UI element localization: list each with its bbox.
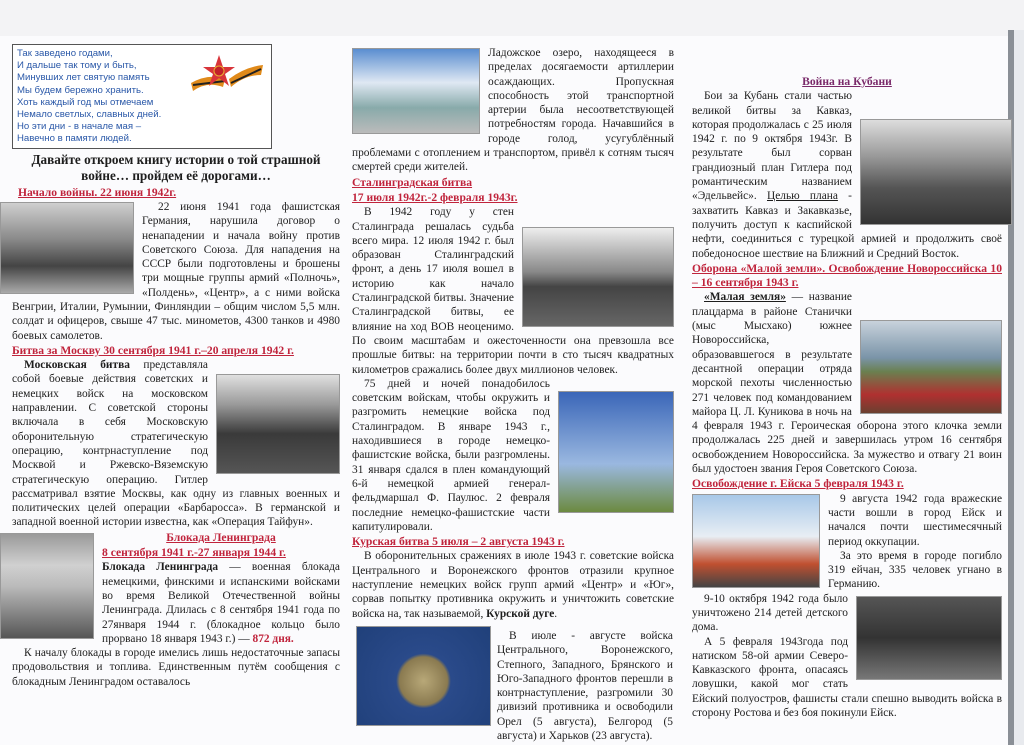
heading-leningrad-dates: 8 сентября 1941 г.-27 января 1944 г. (102, 546, 286, 560)
photo-caucasus-mountains (860, 119, 1012, 225)
poem-line: Минувших лет святую память (17, 72, 150, 84)
leningrad-body: — военная блокада немецкими, финскими и испанскими войсками во время Великой Отечественной войны Ленинграда. Длилась с 8 сентября 1941 года по 27января 1944 г. (блокадное кольцо было прорвано 18 января 1943 г.) — (102, 561, 340, 645)
poem-line: Но эти дни - в начале мая – (17, 121, 142, 133)
leningrad-text-2: К началу блокады в городе имелись лишь недостаточные запасы продовольствия и топлива. Единственным путём сообщения с блокадным Ленинградом оставалось (12, 647, 340, 688)
kursk-bold: Курской дуге (486, 607, 555, 620)
moscow-lead: Московская битва (24, 359, 130, 372)
poem-line: Хоть каждый год мы отмечаем (17, 96, 154, 108)
kursk-body: В оборонительных сражениях в июле 1943 г. советские войска Центрального и Воронежского фронтов отразили крупное наступление немецких войск групп армий «Центр» и «Юг», сорвав попытку противника окружить и уничтожить советские войска на, так называемой, (352, 550, 674, 620)
photo-broken-ring-memorial (352, 48, 480, 134)
malaya-zemlya-body: — название плацдарма в районе Станички (мыс Мысхако) южнее Новороссийска, образовавшегося в результате десантной операции отряда морской пехоты численностью 271 человек под командованием майора Ц. Л. Куникова в ночь на 4 февраля 1943 г. Героическая оборона этого клочка земли продолжалась 225 дней и завершилась утром 16 сентября освобождением Новороссийска. За мужество и отвагу 21 воин был удостоен звания Героя Советского Союза. (692, 291, 1002, 476)
heading-malaya-zemlya: Оборона «Малой земли». Освобождение Новороссийска 10 – 16 сентября 1943 г. (692, 261, 1002, 290)
column-3 (692, 46, 1002, 720)
poem-line: Так заведено годами, (17, 48, 113, 59)
kursk-end: . (554, 607, 558, 620)
photo-soldiers (0, 202, 134, 294)
order-star-ribbon-icon (189, 53, 265, 93)
moscow-body: представляла собой боевые действия советских и немецких войск на московском направлении. С советской стороны включала в себя Московскую оборонительную стратегическую операцию, контрнаступление под Москвой и Ржевско-Вяземскую стратегическую операцию. Гитлер рассматривал взятие Москвы, как одну из главных военных и политических целей операции «Барбаросса». В германской и западной военной истории известна, как «Операция Тайфун». (12, 359, 340, 529)
yeysk-text-4: А 5 февраля 1943года под натиском 58-ой армии Северо-Кавказского фронта, опасаясь ловушки, какой мог стать Ейский полуостров, фашисты стали спешно выводить войска в сторону Ростова и без боя покинули Ейск. (692, 635, 1002, 720)
heading-moscow: Битва за Москву 30 сентября 1941 г.–20 апреля 1942 г. (12, 343, 294, 357)
kursk-text (352, 549, 674, 620)
yeysk-text: 9 августа 1942 года вражеские части вошли в город Ейск и начался почти шестимесячный период оккупации. (828, 492, 1002, 548)
kursk-text-2: В июле - августе войска Центрального, Воронежского, Степного, Западного, Брянского и Юго-Западного фронтов перешли в контрнаступление, разгромили 30 дивизий противника и освободили Орел (5 августа), Белгород (5 августа) и Харьков (23 августа). (497, 630, 673, 743)
malaya-zemlya-lead: «Малая земля» (704, 291, 786, 304)
heading-leningrad: Блокада Ленинграда (166, 530, 276, 544)
photo-malaya-zemlya-memorial (860, 320, 1002, 414)
column-1 (12, 44, 340, 689)
war-start-text: 22 июня 1941 года фашистская Германия, нарушила договор о ненападении и начала войну против Советского Союза. Для нападения на СССР были подготовлены и брошены три мощные группы армий «Полночь», «Полдень», «Центр», а с ними войска Венгрии, Италии, Румынии, Финляндии – общим числом 5,5 млн. солдат и офицеров, свыше 47 тыс. минометов, 4300 танков и 4980 боевых самолетов. (12, 200, 340, 342)
poem-line: Мы будем бережно хранить. (17, 84, 144, 96)
yeysk-text-3: 9-10 октября 1942 года было уничтожено 214 детей детского дома. (692, 592, 848, 634)
poem-line: Навечно в памяти людей. (17, 133, 132, 145)
photo-leningrad (0, 533, 94, 639)
kuban-body-2: - захватить Кавказ и Закавказье, получить доступ к каспийской нефти, соединиться с турецкой армией и продолжить своё победоносное шествие на Ближний и Средний Восток. (692, 190, 1002, 260)
heading-kuban: Война на Кубани (802, 75, 892, 88)
photo-yeysk-memorial (856, 596, 1002, 680)
kursk-continued (497, 629, 673, 743)
photo-boat-monument (692, 494, 820, 588)
heading-stalingrad: Сталинградская битва (352, 175, 473, 189)
poem-line: И дальше так тому и быть, (17, 60, 137, 72)
leningrad-days: 872 дня. (252, 632, 294, 645)
poem-line: Немало светлых, славных дней. (17, 109, 162, 121)
page-margin (1014, 30, 1024, 745)
photo-stalingrad (522, 227, 674, 327)
heading-stalingrad-dates: 17 июля 1942г.-2 февраля 1943г. (352, 190, 518, 204)
photo-motherland-calls (558, 391, 674, 513)
yeysk-text-2: За это время в городе погибло 319 ейчан, 335 человек угнано в Германию. (828, 549, 1002, 591)
stalingrad-text: В 1942 году у стен Сталинграда решалась судьба всего мира. 12 июля 1942 г. был образован Сталинградский фронт, а день 17 июля вошел в историю как начало Сталинградской битвы. Значение Сталинградской битвы, ее влияние на ход ВОВ неоценимо. По своим масштабам и ожесточенности она превзошла все прошлые битвы: на территории почти в сто тысяч квадратных километров сражались более двух миллионов человек. (352, 206, 674, 376)
kuban-body: Бои за Кубань стали частью великой битвы за Кавказ, которая продолжалась с 25 июля 1942 г. по 9 октября 1943г. В результате был сорван грандиозный план Гитлера под романтическим названием «Эдельвейс». (692, 90, 852, 203)
ladoga-text: Ладожское озеро, находящееся в пределах досягаемости артиллерии осаждающих. Пропускная способность этой транспортной артерии была несоответствующей потребностям города. Начавшийся в городе голод, усугублённый проблемами с отоплением и транспортом, привёл к сотням тысяч смертей среди жителей. (352, 47, 674, 174)
photo-moscow (216, 374, 340, 474)
column-2 (352, 46, 674, 621)
heading-war-start: Начало войны. 22 июня 1942г. (18, 185, 177, 199)
leningrad-lead: Блокада Ленинграда (102, 561, 219, 574)
kuban-underlined: Целью плана (767, 190, 838, 203)
stalingrad-text-2: 75 дней и ночей понадобилось советским войскам, чтобы окружить и разгромить немецкие войска под Сталинградом. В январе 1943 г., находившиеся в городе немецко-фашистские войска, были разгромлены. 31 января сдался в плен командующий 6-й немецкой армией генерал-фельдмаршал Ф. Паулюс. 2 февраля последние немецко-фашистские части капитулировали. (352, 377, 550, 533)
poem-box (12, 44, 272, 149)
heading-yeysk: Освобождение г. Ейска 5 февраля 1943 г. (692, 477, 904, 491)
photo-kursk-medal (356, 626, 491, 726)
heading-kursk: Курская битва 5 июля – 2 августа 1943 г. (352, 535, 565, 549)
intro-title: Давайте откроем книгу истории о той страшной войне… пройдем её дорогами… (31, 151, 321, 183)
